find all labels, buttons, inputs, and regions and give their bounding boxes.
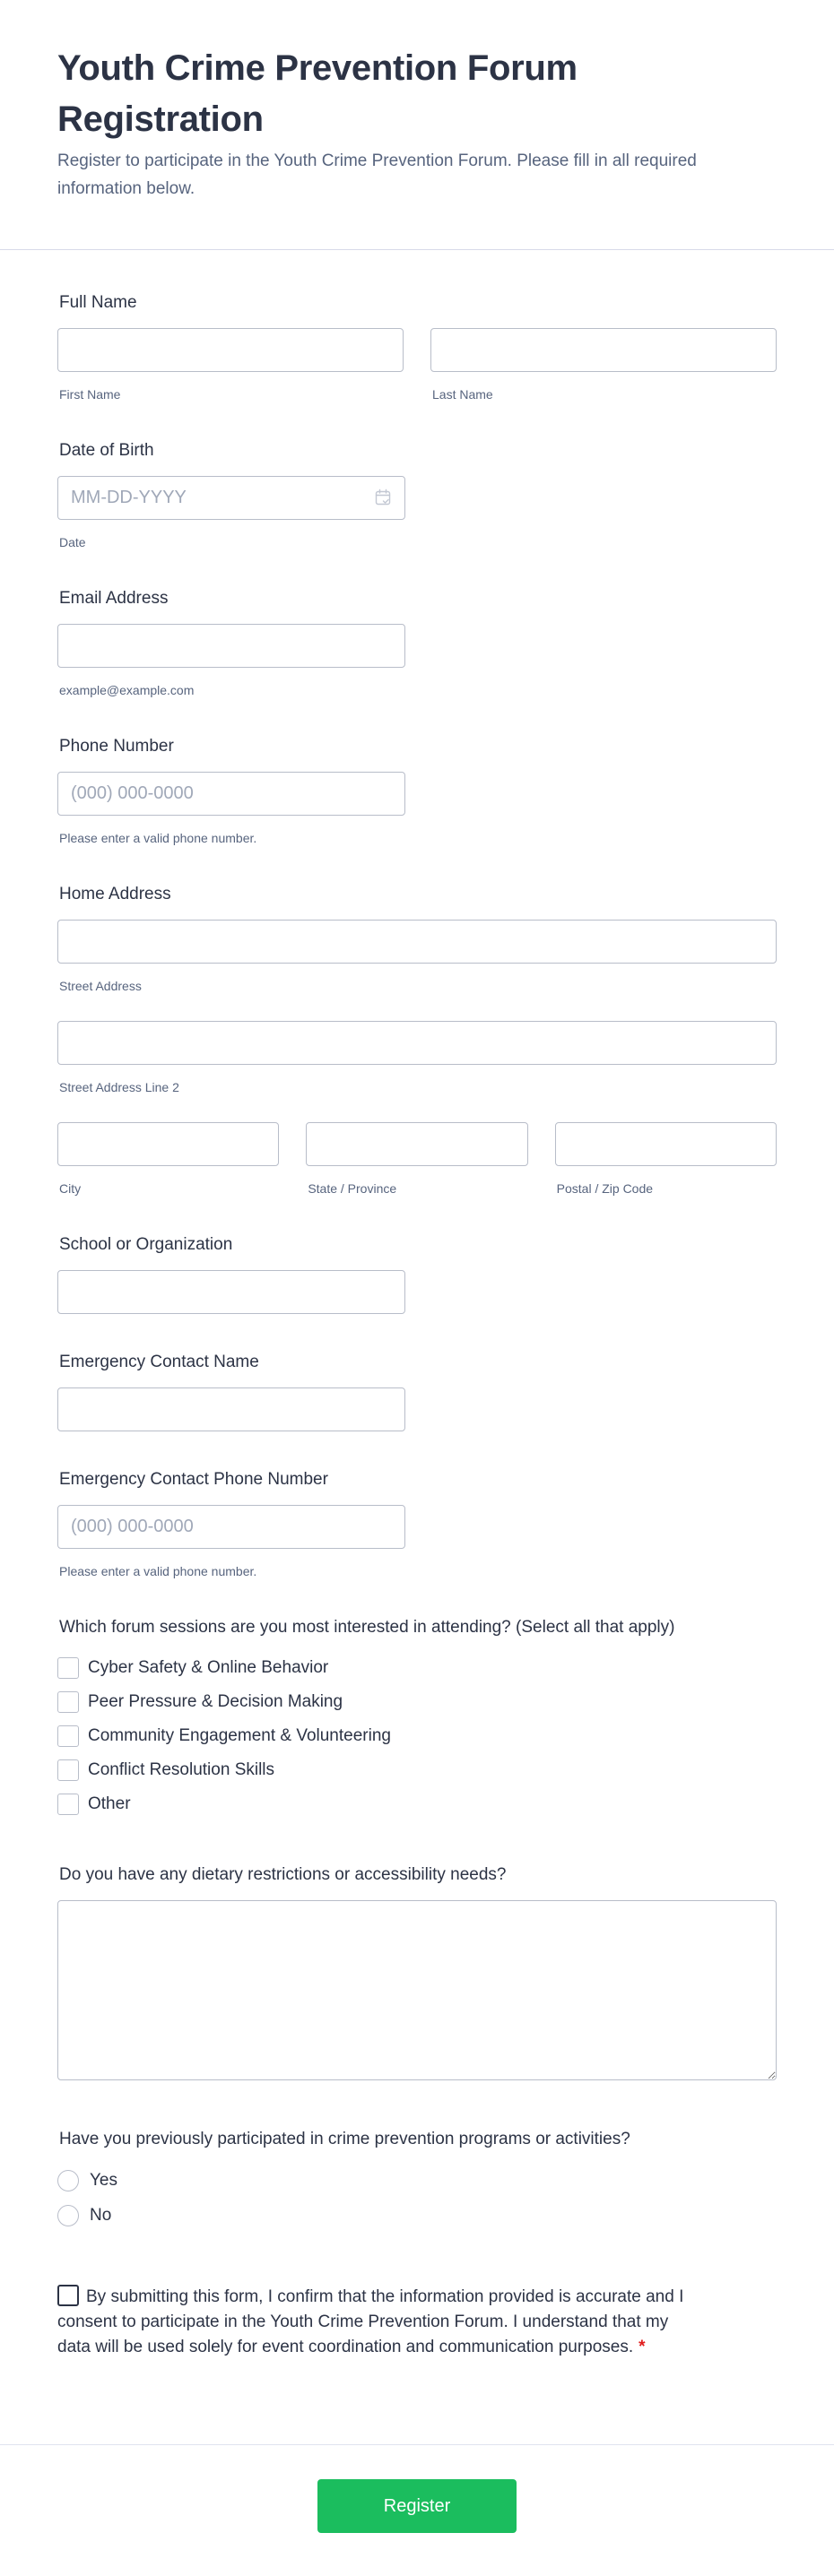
page-subtitle: Register to participate in the Youth Crime Prevention Forum. Please fill in all required information below.	[57, 151, 697, 198]
footer	[0, 2444, 834, 2533]
emergency-name-field	[57, 1352, 777, 1431]
emergency-name-input[interactable]	[57, 1387, 405, 1431]
zip-input[interactable]	[555, 1122, 777, 1166]
sessions-field	[57, 1617, 777, 1821]
address-label: Home Address	[59, 885, 171, 903]
state-sublabel: State / Province	[308, 1181, 397, 1196]
needs-textarea[interactable]	[57, 1900, 777, 2080]
previous-participation-field	[57, 2129, 777, 2233]
full-name-label: Full Name	[59, 293, 137, 312]
session-checkbox[interactable]	[57, 1725, 79, 1747]
sessions-checkbox-group	[57, 1651, 777, 1821]
first-name-sublabel: First Name	[59, 387, 121, 402]
phone-field	[57, 736, 777, 846]
city-input[interactable]	[57, 1122, 279, 1166]
emergency-phone-field	[57, 1469, 777, 1579]
street-address-line2-sublabel: Street Address Line 2	[59, 1080, 179, 1094]
consent-checkbox[interactable]	[57, 2285, 79, 2306]
email-input[interactable]	[57, 624, 405, 668]
previous-participation-radio-group	[57, 2163, 777, 2233]
dob-field	[57, 440, 777, 550]
email-sublabel: example@example.com	[59, 683, 195, 697]
session-option[interactable]	[57, 1651, 777, 1685]
full-name-field	[57, 292, 777, 402]
radio-no-label[interactable]: No	[90, 2205, 112, 2225]
street-address-line2-input[interactable]	[57, 1021, 777, 1065]
city-sublabel: City	[59, 1181, 82, 1196]
consent-field	[57, 2285, 703, 2360]
header-divider	[0, 249, 834, 250]
session-option[interactable]	[57, 1685, 777, 1719]
calendar-check-icon[interactable]	[375, 488, 391, 506]
dob-input[interactable]	[57, 476, 405, 520]
emergency-phone-input[interactable]	[57, 1505, 405, 1549]
emergency-phone-sublabel: Please enter a valid phone number.	[59, 1564, 257, 1578]
emergency-name-label: Emergency Contact Name	[59, 1353, 259, 1371]
dob-label: Date of Birth	[59, 441, 154, 460]
radio-no[interactable]	[57, 2205, 79, 2226]
session-option[interactable]	[57, 1719, 777, 1753]
needs-label: Do you have any dietary restrictions or accessibility needs?	[59, 1865, 507, 1884]
session-checkbox[interactable]	[57, 1759, 79, 1781]
required-asterisk: *	[639, 2338, 646, 2356]
school-label: School or Organization	[59, 1235, 233, 1254]
email-label: Email Address	[59, 589, 169, 608]
phone-label: Phone Number	[59, 737, 174, 756]
session-option[interactable]	[57, 1787, 777, 1821]
previous-participation-label: Have you previously participated in crime prevention programs or activities?	[59, 2130, 630, 2148]
school-field	[57, 1234, 777, 1314]
phone-input[interactable]	[57, 772, 405, 816]
session-option-label[interactable]: Conflict Resolution Skills	[88, 1760, 275, 1779]
consent-text[interactable]: By submitting this form, I confirm that the information provided is accurate and I consent to participate in the Youth Crime Prevention Forum. I understand that my data will be used solely for event coordination and communication purposes.	[57, 2287, 684, 2356]
school-input[interactable]	[57, 1270, 405, 1314]
needs-field	[57, 1864, 777, 2080]
radio-yes-label[interactable]: Yes	[90, 2170, 117, 2190]
street-address-sublabel: Street Address	[59, 979, 142, 993]
registration-form	[0, 292, 834, 2360]
last-name-input[interactable]	[430, 328, 777, 372]
zip-sublabel: Postal / Zip Code	[556, 1181, 654, 1196]
session-checkbox[interactable]	[57, 1657, 79, 1679]
sessions-label: Which forum sessions are you most interested in attending? (Select all that apply)	[59, 1618, 675, 1637]
email-field	[57, 588, 777, 698]
session-option[interactable]	[57, 1753, 777, 1787]
form-header	[0, 0, 834, 249]
radio-option-yes[interactable]	[57, 2163, 777, 2198]
radio-option-no[interactable]	[57, 2198, 777, 2233]
session-option-label[interactable]: Peer Pressure & Decision Making	[88, 1692, 343, 1711]
consent-statement	[57, 2285, 703, 2360]
session-checkbox[interactable]	[57, 1794, 79, 1815]
last-name-sublabel: Last Name	[432, 387, 493, 402]
dob-sublabel: Date	[59, 535, 86, 549]
first-name-input[interactable]	[57, 328, 404, 372]
page-title: Youth Crime Prevention Forum Registration	[57, 48, 578, 139]
session-checkbox[interactable]	[57, 1691, 79, 1713]
radio-yes[interactable]	[57, 2170, 79, 2191]
state-input[interactable]	[306, 1122, 527, 1166]
emergency-phone-label: Emergency Contact Phone Number	[59, 1470, 328, 1489]
session-option-label[interactable]: Community Engagement & Volunteering	[88, 1726, 391, 1745]
session-option-label[interactable]: Other	[88, 1794, 131, 1813]
phone-sublabel: Please enter a valid phone number.	[59, 831, 257, 845]
street-address-input[interactable]	[57, 920, 777, 964]
address-field	[57, 884, 777, 1197]
register-button[interactable]: Register	[317, 2479, 517, 2533]
session-option-label[interactable]: Cyber Safety & Online Behavior	[88, 1658, 329, 1677]
